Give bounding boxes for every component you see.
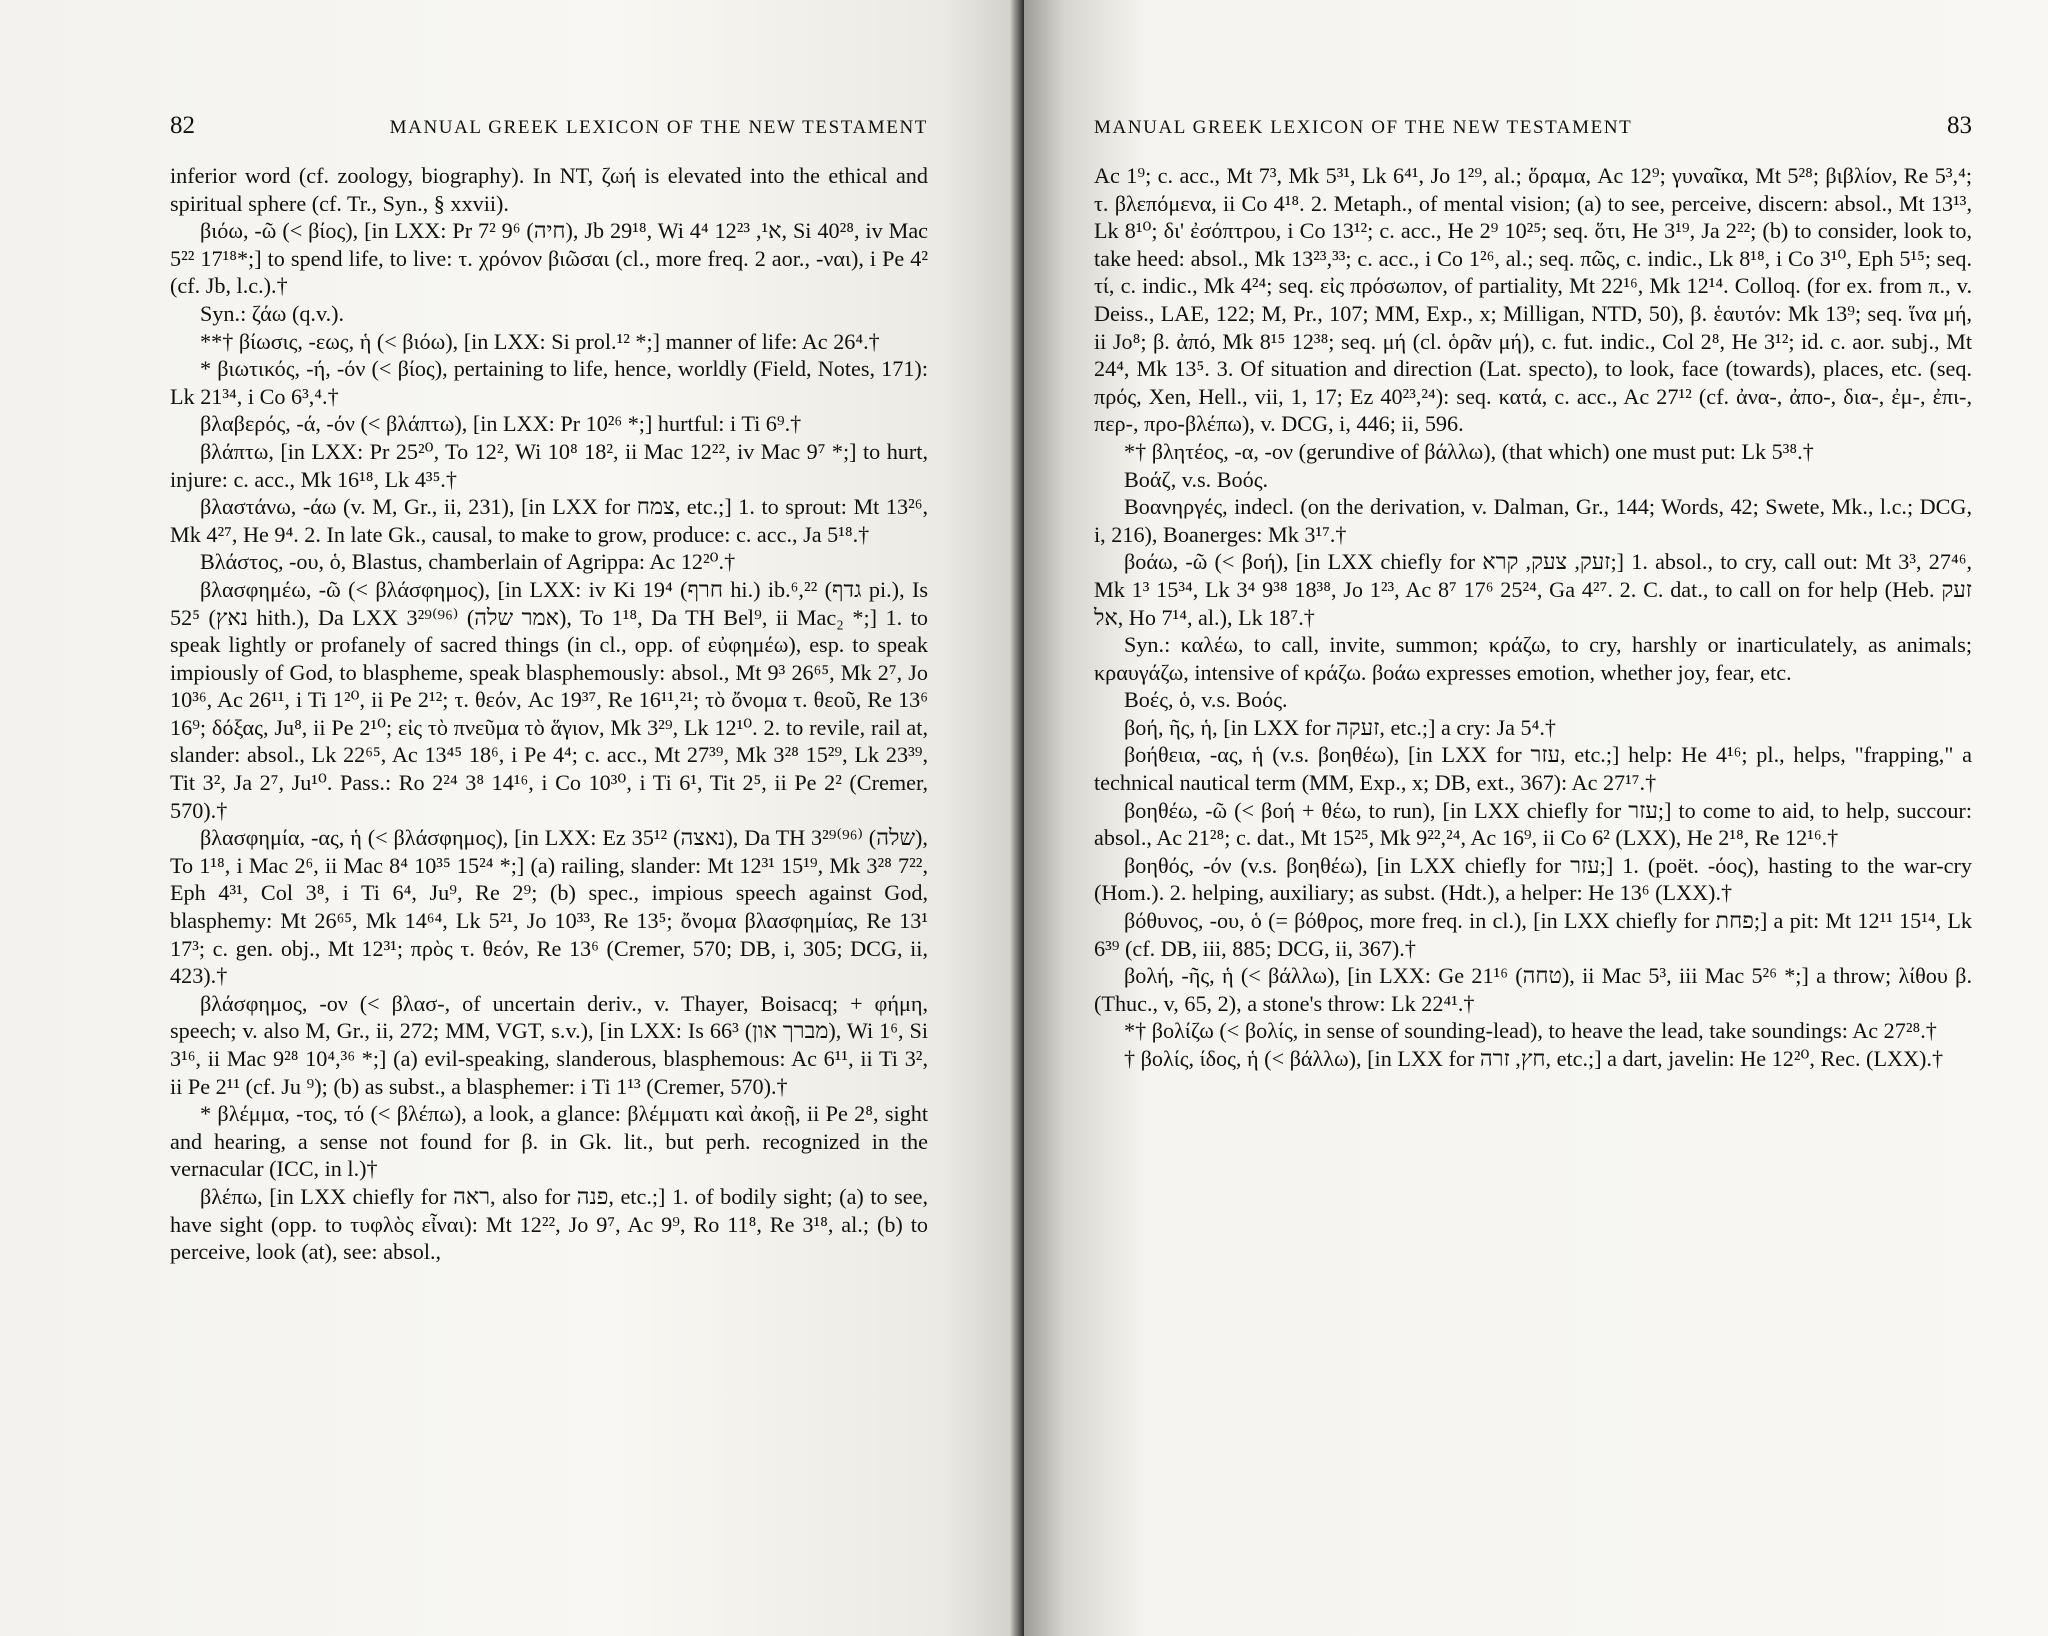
- lexicon-entry: βοηθέω, -ῶ (< βοή + θέω, to run), [in LXX chiefly for עזר;] to come to aid, to help, succour: absol., Ac 21²⁸; c. dat., Mt 15²⁵, Mk 9²²,²⁴, Ac 16⁹, ii Co 6² (LXX), He 2¹⁸, Re 12¹⁶.†: [1094, 797, 1972, 851]
- lexicon-entry: * βιωτικός, -ή, -όν (< βίος), pertaining to life, hence, worldly (Field, Notes, 171): Lk 21³⁴, i Co 6³,⁴.†: [170, 356, 928, 409]
- lexicon-entry: βλασφημία, -ας, ἡ (< βλάσφημος), [in LXX: Ez 35¹² (נאצה), Da TH 3²⁹⁽⁹⁶⁾ (שלה), To 1¹⁸, i Mac 2⁶, ii Mac 8⁴ 10³⁵ 15²⁴ *;] (a) railing, slander: Mt 12³¹ 15¹⁹, Mk 3²⁸ 7²², Eph 4³¹, Col 3⁸, i Ti 6⁴, Ju⁹, Re 2⁹; (b) spec., impious speech against God, blasphemy: Mt 26⁶⁵, Mk 14⁶⁴, Lk 5²¹, Jo 10³³, Re 13⁵; ὄνομα βλασφημίας, Re 13¹ 17³; c. gen. obj., Mt 12³¹; πρὸς τ. θεόν, Re 13⁶ (Cremer, 570; DB, i, 305; DCG, ii, 423).†: [170, 825, 928, 989]
- lexicon-entry: Βοάζ, v.s. Βοός.: [1124, 466, 1269, 492]
- lexicon-entry: *† βολίζω (< βολίς, in sense of sounding-lead), to heave the lead, take soundings: Ac 27²⁸.†: [1124, 1018, 1937, 1044]
- lexicon-entry: inferior word (cf. zoology, biography). In NT, ζωή is elevated into the ethical and spiritual sphere (cf. Tr., Syn., § xxvii).: [170, 163, 928, 216]
- lexicon-entry: βοάω, -ῶ (< βοή), [in LXX chiefly for זעק, צעק, קרא;] 1. absol., to cry, call out: Mt 3³, 27⁴⁶, Mk 1³ 15³⁴, Lk 3⁴ 9³⁸ 18³⁸, Jo 1²³, Ac 8⁷ 17⁶ 25²⁴, Ga 4²⁷. 2. C. dat., to call on for help (Heb. זעק אל, Ho 7¹⁴, al.), Lk 18⁷.†: [1094, 549, 1972, 630]
- right-page-header: [1094, 112, 1972, 140]
- lexicon-entry: βολή, -ῆς, ἡ (< βάλλω), [in LXX: Ge 21¹⁶ (טחה), ii Mac 5³, iii Mac 5²⁶ *;] a throw; λίθου β. (Thuc., v, 65, 2), a stone's throw: Lk 22⁴¹.†: [1094, 963, 1972, 1016]
- right-page-body: [1094, 162, 1972, 1073]
- lexicon-entry: βόθυνος, -ου, ὁ (= βόθρος, more freq. in cl.), [in LXX chiefly for פחת;] a pit: Mt 12¹¹ 15¹⁴, Lk 6³⁹ (cf. DB, iii, 885; DCG, ii, 367).†: [1094, 908, 1972, 961]
- synonym-note: Syn.: ζάω (q.v.).: [200, 300, 345, 326]
- left-page-header: [170, 112, 928, 140]
- lexicon-entry: *† βλητέος, -α, -ον (gerundive of βάλλω), (that which) one must put: Lk 5³⁸.†: [1124, 438, 1814, 464]
- lexicon-entry: βλασφημέω, -ῶ (< βλάσφημος), [in LXX: iv Ki 19⁴ (חרף hi.) ib.⁶,²² (גדף pi.), Is 52⁵ (נאץ hith.), Da LXX 3²⁹⁽⁹⁶⁾ (אמר שלה), To 1¹⁸, Da TH Bel⁹, ii Mac₂ *;] 1. to speak lightly or profanely of sacred things (in cl., opp. of εὐφημέω), esp. to speak impiously of God, to blaspheme, speak blasphemously: absol., Mt 9³ 26⁶⁵, Mk 2⁷, Jo 10³⁶, Ac 26¹¹, i Ti 1²⁰, ii Pe 2¹²; τ. θεόν, Ac 19³⁷, Re 16¹¹,²¹; τὸ ὄνομα τ. θεοῦ, Re 13⁶ 16⁹; δόξας, Ju⁸, ii Pe 2¹⁰; εἰς τὸ πνεῦμα τὸ ἅγιον, Mk 3²⁹, Lk 12¹⁰. 2. to revile, rail at, slander: absol., Lk 22⁶⁵, Ac 13⁴⁵ 18⁶, i Pe 4⁴; c. acc., Mt 27³⁹, Mk 3²⁸ 15²⁹, Lk 23³⁹, Tit 3², Ja 2⁷, Ju¹⁰. Pass.: Ro 2²⁴ 3⁸ 14¹⁶, i Co 10³⁰, i Ti 6¹, Tit 2⁵, ii Pe 2² (Cremer, 570).†: [170, 576, 929, 823]
- lexicon-entry: βοηθός, -όν (v.s. βοηθέω), [in LXX chiefly for עזר;] 1. (poët. -όος), hasting to the war-cry (Hom.). 2. helping, auxiliary; as subst. (Hdt.), a helper: He 13⁶ (LXX).†: [1094, 852, 1972, 906]
- lexicon-entry: βλάσφημος, -ον (< βλασ-, of uncertain deriv., v. Thayer, Boisacq; + φήμη, speech; v. also M, Gr., ii, 272; MM, VGT, s.v.), [in LXX: Is 66³ (מברך און), Wi 1⁶, Si 3¹⁶, ii Mac 9²⁸ 10⁴,³⁶ *;] (a) evil-speaking, slanderous, blasphemous: Ac 6¹¹, ii Ti 3², ii Pe 2¹¹ (cf. Ju ⁹); (b) as subst., a blasphemer: i Ti 1¹³ (Cremer, 570).†: [170, 990, 928, 1099]
- lexicon-entry: **† βίωσις, -εως, ἡ (< βιόω), [in LXX: Si prol.¹² *;] manner of life: Ac 26⁴.†: [200, 328, 880, 354]
- running-head: MANUAL GREEK LEXICON OF THE NEW TESTAMENT: [1094, 117, 1633, 138]
- lexicon-entry: † βολίς, ίδος, ἡ (< βάλλω), [in LXX for חץ, זרה, etc.;] a dart, javelin: He 12²⁰, Rec. (LXX).†: [1124, 1046, 1944, 1071]
- lexicon-entry: βλαστάνω, -άω (v. M, Gr., ii, 231), [in LXX for צמח, etc.;] 1. to sprout: Mt 13²⁶, Mk 4²⁷, He 9⁴. 2. In late Gk., causal, to make to grow, produce: c. acc., Ja 5¹⁸.†: [170, 494, 928, 547]
- lexicon-entry: Βοές, ὁ, v.s. Βοός.: [1124, 687, 1288, 713]
- lexicon-entry: * βλέμμα, -τος, τό (< βλέπω), a look, a glance: βλέμματι καὶ ἀκοῇ, ii Pe 2⁸, sight and hearing, a sense not found for β. in Gk. lit., but perh. recognized in the vernacular (ICC, in l.)†: [170, 1101, 928, 1182]
- running-head: MANUAL GREEK LEXICON OF THE NEW TESTAMENT: [389, 117, 928, 138]
- lexicon-entry: Ac 1⁹; c. acc., Mt 7³, Mk 5³¹, Lk 6⁴¹, Jo 1²⁹, al.; ὅραμα, Ac 12⁹; γυναῖκα, Mt 5²⁸; βιβλίον, Re 5³,⁴; τ. βλεπόμενα, ii Co 4¹⁸. 2. Metaph., of mental vision; (a) to see, perceive, discern: absol., Mt 13¹³, Lk 8¹⁰; δι' ἐσόπτρου, i Co 13¹²; c. acc., He 2⁹ 10²⁵; seq. ὅτι, He 3¹⁹, Ja 2²²; (b) to consider, look to, take heed: absol., Mk 13²³,³³; c. acc., i Co 1²⁶, al.; seq. πῶς, c. indic., Lk 8¹⁸, i Co 3¹⁰, Eph 5¹⁵; seq. τί, c. indic., Mk 4²⁴; seq. εἰς πρόσωπον, of partiality, Mt 22¹⁶, Mk 12¹⁴. Colloq. (for ex. from π., v. Deiss., LAE, 122; M, Pr., 107; MM, Exp., x; Milligan, NTD, 50), β. ἑαυτόν: Mk 13⁹; seq. ἵνα μή, ii Jo⁸; β. ἀπό, Mk 8¹⁵ 12³⁸; seq. μή (cl. ὁρᾶν μή), c. fut. indic., Col 2⁸, He 3¹²; id. c. aor. subj., Mt 24⁴, Mk 13⁵. 3. Of situation and direction (Lat. specto), to look, face (towards), places, etc. (seq. πρός, Xen, Hell., vii, 1, 17; Ez 40²³,²⁴): seq. κατά, c. acc., Ac 27¹² (cf. ἀνα-, ἀπο-, δια-, ἐμ-, ἐπι-, περ-, προ-βλέπω), v. DCG, i, 446; ii, 596.: [1094, 163, 1972, 437]
- page-number: 83: [1947, 112, 1972, 139]
- page-number: 82: [170, 112, 195, 139]
- lexicon-entry: βοή, ῆς, ἡ, [in LXX for זעקה, etc.;] a cry: Ja 5⁴.†: [1124, 714, 1556, 740]
- lexicon-entry: βοήθεια, -ας, ἡ (v.s. βοηθέω), [in LXX for עזר, etc.;] help: He 4¹⁶; pl., helps, "frapping," a technical nautical term (MM, Exp., x; DB, ext., 367): Ac 27¹⁷.†: [1094, 742, 1972, 796]
- left-page-body: [170, 162, 928, 1266]
- lexicon-entry: βλαβερός, -ά, -όν (< βλάπτω), [in LXX: Pr 10²⁶ *;] hurtful: i Ti 6⁹.†: [200, 411, 802, 437]
- lexicon-entry: Βοανηργές, indecl. (on the derivation, v. Dalman, Gr., 144; Words, 42; Swete, Mk., l.c.; DCG, i, 216), Boanerges: Mk 3¹⁷.†: [1094, 494, 1972, 547]
- lexicon-entry: Βλάστος, -ου, ὁ, Blastus, chamberlain of Agrippa: Ac 12²⁰.†: [200, 549, 736, 575]
- lexicon-entry: βλέπω, [in LXX chiefly for ראה, also for פנה, etc.;] 1. of bodily sight; (a) to see, have sight (opp. to τυφλὸς εἶναι): Mt 12²², Jo 9⁷, Ac 9⁹, Ro 11⁸, Re 3¹⁸, al.; (b) to perceive, look (at), see: absol.,: [170, 1183, 928, 1265]
- lexicon-entry: βλάπτω, [in LXX: Pr 25²⁰, To 12², Wi 10⁸ 18², ii Mac 12²², iv Mac 9⁷ *;] to hurt, injure: c. acc., Mk 16¹⁸, Lk 4³⁵.†: [170, 438, 928, 492]
- right-page: [1024, 0, 2048, 1636]
- lexicon-entry: βιόω, -ῶ (< βίος), [in LXX: Pr 7² 9⁶ (חיה), Jb 29¹⁸, Wi 4⁴ א¹, 12²³, Si 40²⁸, iv Mac 5²² 17¹⁸*;] to spend life, to live: τ. χρόνον βιῶσαι (cl., more freq. 2 aor., -ναι), i Pe 4² (cf. Jb, l.c.).†: [170, 218, 929, 299]
- synonym-note: Syn.: καλέω, to call, invite, summon; κράζω, to cry, harshly or inarticulately, as animals; κραυγάζω, intensive of κράζω. βοάω expresses emotion, whether joy, fear, etc.: [1094, 632, 1972, 685]
